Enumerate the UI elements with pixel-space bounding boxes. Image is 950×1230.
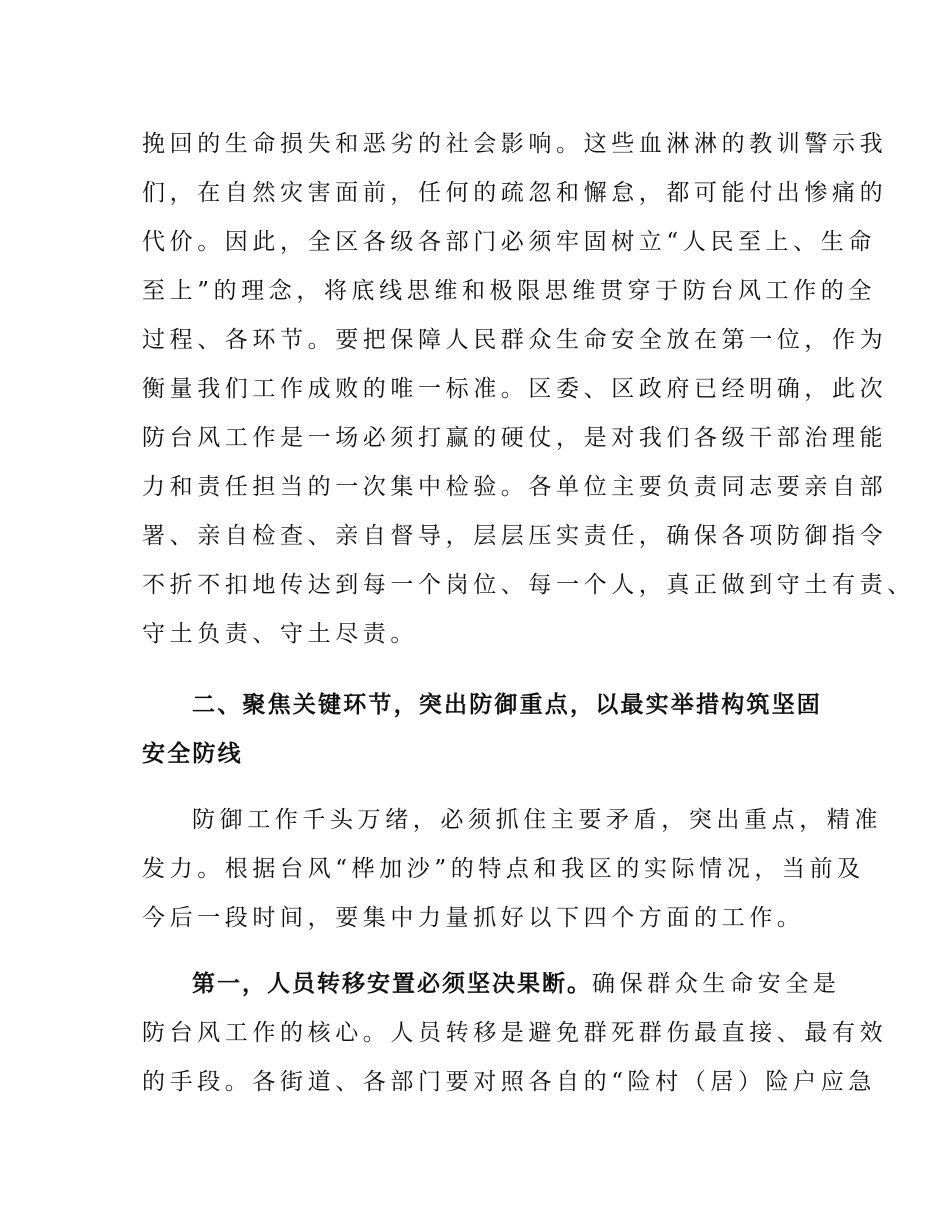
text-line: 力和责任担当的一次集中检验。各单位主要负责同志要亲自部	[142, 474, 888, 500]
text-line	[192, 969, 840, 999]
text-line: 今后一段时间，要集中力量抓好以下四个方面的工作。	[142, 905, 805, 931]
heading-line: 二、聚焦关键环节，突出防御重点，以最实举措构筑坚固	[192, 692, 822, 718]
text-line: 挽回的生命损失和恶劣的社会影响。这些血淋淋的教训警示我	[142, 131, 888, 157]
text-line: 守土负责、守土尽责。	[142, 621, 418, 647]
bold-lead-text: 第一，人员转移安置必须坚决果断。	[192, 971, 592, 997]
text-line: 署、亲自检查、亲自督导，层层压实责任，确保各项防御指令	[142, 523, 888, 549]
text-line: 不折不扣地传达到每一个岗位、每一个人，真正做到守土有责、	[142, 572, 915, 598]
text-line: 们，在自然灾害面前，任何的疏忽和懈怠，都可能付出惨痛的	[142, 180, 888, 206]
text-line: 代价。因此，全区各级各部门必须牢固树立“人民至上、生命	[142, 229, 876, 255]
text-line: 发力。根据台风“桦加沙”的特点和我区的实际情况，当前及	[142, 856, 865, 882]
text-line: 防台风工作的核心。人员转移是避免群死群伤最直接、最有效	[142, 1020, 888, 1046]
text-line: 的手段。各街道、各部门要对照各自的“险村（居）险户应急	[142, 1069, 876, 1095]
text-line: 至上”的理念，将底线思维和极限思维贯穿于防台风工作的全	[142, 278, 876, 304]
text-line: 过程、各环节。要把保障人民群众生命安全放在第一位，作为	[142, 327, 888, 353]
text-span: 确保群众生命安全是	[592, 971, 841, 997]
text-line: 衡量我们工作成败的唯一标准。区委、区政府已经明确，此次	[142, 376, 888, 402]
text-line: 防台风工作是一场必须打赢的硬仗，是对我们各级干部治理能	[142, 425, 888, 451]
heading-line: 安全防线	[142, 741, 243, 767]
text-line: 防御工作千头万绪，必须抓住主要矛盾，突出重点，精准	[192, 807, 882, 833]
